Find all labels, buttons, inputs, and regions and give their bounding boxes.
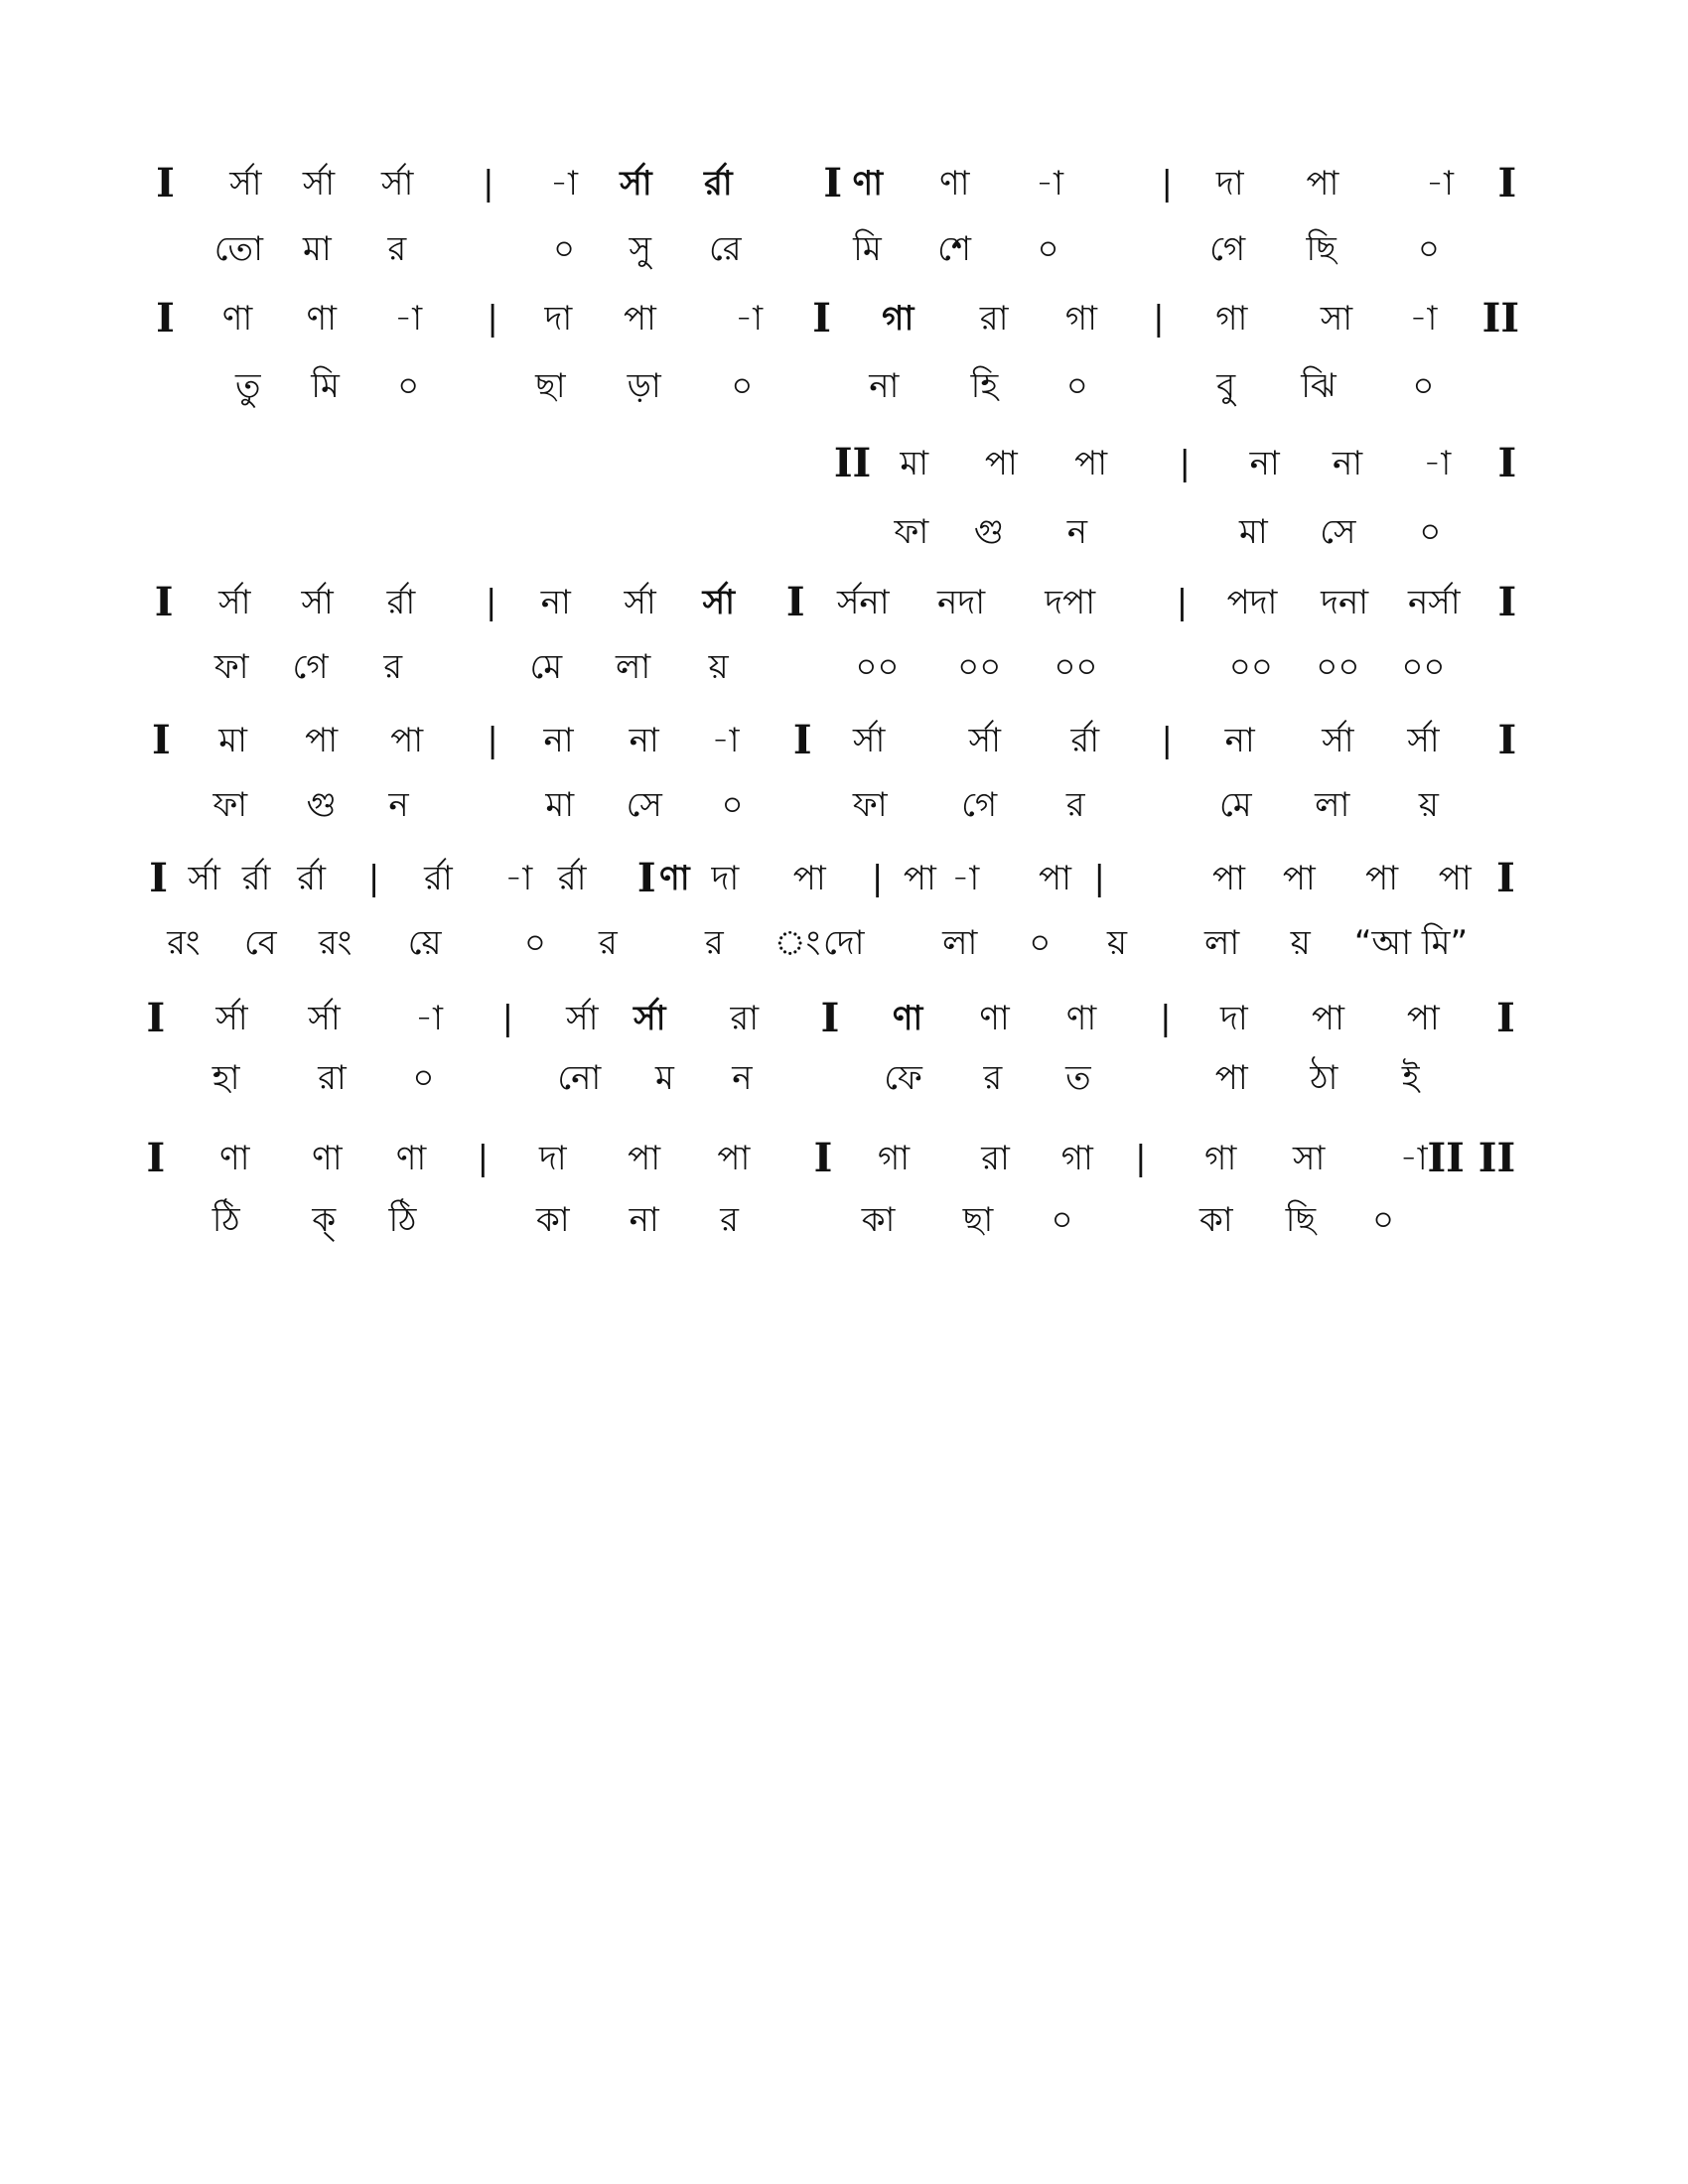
lyric-syllable: ঠা [1310,1058,1338,1099]
swara-note: -া [735,298,764,339]
swara-note: পা [1306,163,1339,204]
swara-note: সা [1320,298,1353,339]
swara-note: -া [414,999,443,1039]
swara-note: রা [979,298,1009,339]
lyric-syllable: রং [319,923,352,963]
lyric-syllable: ০ [1372,1200,1395,1241]
lyric-syllable: তো [213,229,263,270]
swara-note: দা [1215,163,1244,204]
swara-note: গা [1060,1138,1093,1178]
swara-note: পা [628,1138,661,1178]
swara-note: -া [1426,163,1454,204]
lyric-syllable: ছা [535,365,566,406]
lyric-syllable: নো [557,1058,602,1099]
swara-note: র্রা [704,163,733,204]
swara-note: ণা [892,999,923,1039]
swara-note: -া [394,298,423,339]
swara-note: ণা [1065,999,1097,1039]
swara-note: র্সা [381,163,414,204]
bar-line-major: I [1497,578,1517,625]
lyric-syllable: না [629,1200,659,1241]
swara-note: ণা [939,163,970,204]
lyric-syllable: য়ে [407,923,442,963]
swara-note: পা [1212,858,1245,898]
swara-note: গা [1064,298,1098,339]
swara-note: সা [1293,1138,1326,1178]
lyric-syllable: ০ [1417,229,1440,270]
lyric-syllable: গু [973,512,1004,553]
bar-line-major: II II [1427,1134,1516,1181]
swara-note: মা [218,720,247,760]
swara-note: র্রা [386,582,416,622]
bar-line-major: I [152,716,171,763]
lyric-syllable: দো [823,923,865,963]
swara-note: র্সা [633,999,666,1039]
lyric-syllable: ০ [1065,365,1088,406]
swara-note: গা [1215,298,1248,339]
lyric-syllable: ফা [212,785,248,826]
bar-line-major: I [146,995,166,1042]
swara-note: র্সা [1407,720,1440,760]
lyric-syllable: ই [1401,1058,1420,1099]
bar-line-major: I [1497,439,1517,486]
lyric-syllable: মি [311,365,340,406]
lyric-syllable: মা [302,229,332,270]
swara-note: র্সা [702,582,735,622]
bar-line: | [1161,720,1173,760]
lyric-syllable: হা [211,1058,240,1099]
bar-line: | [367,858,380,898]
lyric-syllable: বু [1216,365,1236,406]
bar-line: | [483,163,494,204]
lyric-syllable: তু [235,365,261,406]
lyric-syllable: ছি [1285,1200,1317,1241]
lyric-syllable: ০ [523,923,546,963]
lyric-syllable: লা [1315,785,1350,826]
lyric-syllable: পা [1214,1058,1248,1099]
lyric-syllable: মা [545,785,575,826]
lyric-syllable: ০০ [957,647,1002,688]
swara-note: -া [1423,443,1452,483]
swara-note: -া [550,163,579,204]
lyric-syllable: শে [937,229,972,270]
swara-note: -া [1399,1138,1428,1178]
swara-note: পা [984,443,1018,483]
lyric-syllable: ত [1065,1058,1091,1099]
bar-line-major: I [156,294,175,341]
lyric-syllable: ০ [1029,923,1052,963]
lyric-syllable: ০ [1412,365,1435,406]
lyric-syllable: ছি [1306,229,1336,270]
swara-note: পা [792,858,826,898]
lyric-syllable: য় [708,647,729,688]
bar-line-major: I [820,995,840,1042]
swara-note: পা [1074,443,1108,483]
swara-note: গা [1204,1138,1237,1178]
bar-line: | [871,858,884,898]
swara-note: দা [711,858,740,898]
lyric-syllable: র [704,923,724,963]
lyric-syllable: কা [861,1200,896,1241]
bar-line-major: I [156,159,175,206]
bar-line: | [1093,858,1105,898]
lyric-syllable: ০ [412,1058,435,1099]
lyric-syllable: গে [292,647,329,688]
swara-note: ণা [221,298,253,339]
lyric-syllable: সু [629,229,651,270]
swara-note: পদা [1226,582,1278,622]
swara-note: মা [900,443,929,483]
lyric-syllable: র [387,229,407,270]
lyric-syllable: ঝি [1301,365,1336,406]
lyric-syllable: রা [318,1058,347,1099]
swara-note: না [629,720,659,760]
lyric-syllable: মা [1239,512,1268,553]
swara-note: পা [623,298,656,339]
lyric-syllable: য় [1290,923,1311,963]
bar-line: | [1153,298,1165,339]
swara-note: পা [1282,858,1316,898]
lyric-syllable: ০০ [1228,647,1273,688]
swara-note: র্রা [1070,720,1100,760]
swara-note: র্সনা [836,582,890,622]
lyric-syllable: রে [709,229,742,270]
bar-line-major: I [154,578,174,625]
lyric-syllable: ০ [397,365,420,406]
swara-note: ণা [659,858,690,898]
lyric-syllable: গু [306,785,337,826]
swara-note: র্সা [229,163,262,204]
bar-line: | [1176,582,1189,622]
lyric-syllable: ং [774,923,821,963]
swara-note: র্সা [624,582,656,622]
lyric-syllable: ০ [553,229,576,270]
bar-line-major: I [1496,995,1515,1042]
bar-line-major: I [792,716,812,763]
lyric-syllable: র [599,923,618,963]
lyric-syllable: ০০ [1054,647,1098,688]
lyric-syllable: রং [167,923,201,963]
lyric-syllable: ফে [884,1058,922,1099]
swara-note: র্রা [424,858,453,898]
lyric-syllable: ০ [731,365,754,406]
lyric-syllable: র [383,647,403,688]
bar-line: | [1161,163,1173,204]
swara-note: নদা [937,582,986,622]
lyric-syllable: ম [654,1058,674,1099]
lyric-syllable: মে [1218,785,1252,826]
bar-line: | [501,999,514,1039]
swara-note: র্সা [620,163,652,204]
swara-note: না [1224,720,1255,760]
lyric-syllable: ঠি [388,1200,417,1241]
swara-note: ণা [219,1138,250,1178]
lyric-syllable: ফা [852,785,888,826]
lyric-syllable: ন [388,785,409,826]
swara-note: দা [538,1138,567,1178]
swara-note: র্সা [215,999,248,1039]
lyric-syllable: কা [535,1200,570,1241]
lyric-syllable: ড়া [627,365,661,406]
lyric-syllable: না [869,365,900,406]
swara-note: দা [1220,999,1248,1039]
swara-note: পা [717,1138,751,1178]
swara-note: পা [1039,858,1071,898]
swara-note: -া [1409,298,1438,339]
bar-line-major: I [813,1134,833,1181]
swara-note: পা [390,720,424,760]
swara-note: রা [730,999,760,1039]
lyric-syllable: ছা [962,1200,994,1241]
lyric-syllable: গে [1209,229,1246,270]
lyric-syllable: লা [616,647,651,688]
bar-line-major: I [1497,716,1517,763]
swara-note: ণা [306,298,338,339]
swara-note: -া [711,720,740,760]
bar-line: | [485,582,497,622]
lyric-syllable: র [983,1058,1003,1099]
swara-note: র্সা [853,720,886,760]
swara-note: র্সা [1322,720,1354,760]
lyric-syllable: ন [732,1058,753,1099]
lyric-syllable: গে [961,785,998,826]
swara-note: ণা [395,1138,427,1178]
bar-line-major: I [146,1134,166,1181]
swara-note: -া [1035,163,1063,204]
swara-note: ণা [312,1138,343,1178]
bar-line: | [477,1138,490,1178]
bar-line-major: I [823,159,843,206]
lyric-syllable: মে [529,647,563,688]
lyric-syllable: ফা [213,647,249,688]
swara-note: -া [504,858,533,898]
swara-note: পা [1406,999,1440,1039]
lyric-syllable: সে [626,785,662,826]
swara-note: ণা [852,163,884,204]
bar-line-major: II [1481,294,1520,341]
bar-line: | [1160,999,1172,1039]
swara-note: না [543,720,574,760]
swara-note: গা [878,1138,911,1178]
swara-note: দনা [1321,582,1369,622]
lyric-syllable: “আ মি” [1353,923,1469,963]
lyric-syllable: ০০ [1401,647,1446,688]
bar-line-major: I [812,294,831,341]
lyric-syllable: হি [970,365,999,406]
lyric-syllable: ঠি [211,1200,240,1241]
lyric-syllable: ০০ [855,647,900,688]
lyric-syllable: সে [1320,512,1356,553]
swara-note: না [540,582,571,622]
swara-note: না [1332,443,1363,483]
lyric-syllable: র [1065,785,1085,826]
swara-note: র্রা [297,858,326,898]
lyric-syllable: ০০ [1316,647,1360,688]
bar-line-major: I [785,578,805,625]
lyric-syllable: ন [1066,512,1088,553]
bar-line: | [487,720,498,760]
swara-note: ণা [979,999,1010,1039]
swara-note: পা [1312,999,1344,1039]
bar-line-major: I [1496,854,1515,901]
lyric-syllable: ০ [721,785,744,826]
swara-note: পা [1365,858,1399,898]
bar-line-major: I [1497,159,1517,206]
swara-note: রা [981,1138,1010,1178]
swara-note: র্সা [301,582,334,622]
lyric-syllable: র [720,1200,739,1241]
lyric-syllable: ০ [1037,229,1059,270]
lyric-syllable: ০ [1419,512,1442,553]
bar-line: | [1135,1138,1147,1178]
swara-note: পা [1438,858,1472,898]
lyric-syllable: মি [853,229,882,270]
swara-note: র্সা [566,999,599,1039]
lyric-syllable: ফা [894,512,929,553]
swara-note: র্রা [557,858,587,898]
swara-note: র্সা [308,999,341,1039]
bar-line: | [1179,443,1192,483]
lyric-syllable: কা [1199,1200,1233,1241]
swara-note: র্সা [188,858,220,898]
bar-line-major: I [149,854,168,901]
lyric-syllable: ০ [1051,1200,1073,1241]
swara-note: -া [951,858,980,898]
lyric-syllable: লা [1204,923,1240,963]
swara-note: র্সা [302,163,336,204]
lyric-syllable: বে [244,923,277,963]
lyric-syllable: য় [1107,923,1128,963]
lyric-syllable: য় [1418,785,1439,826]
swara-note: র্সা [218,582,251,622]
swara-note: পা [305,720,339,760]
swara-note: গা [882,298,914,339]
swara-note: দা [544,298,573,339]
bar-line-major: I [636,854,656,901]
lyric-syllable: লা [942,923,978,963]
bar-line-major: II [833,439,872,486]
swara-note: নর্সা [1407,582,1461,622]
swara-note: দপা [1045,582,1096,622]
bar-line: | [487,298,498,339]
swara-note: না [1249,443,1280,483]
swara-note: র্সা [968,720,1001,760]
swara-note: পা [903,858,936,898]
lyric-syllable: ক্ [312,1200,337,1241]
swara-note: র্রা [241,858,271,898]
